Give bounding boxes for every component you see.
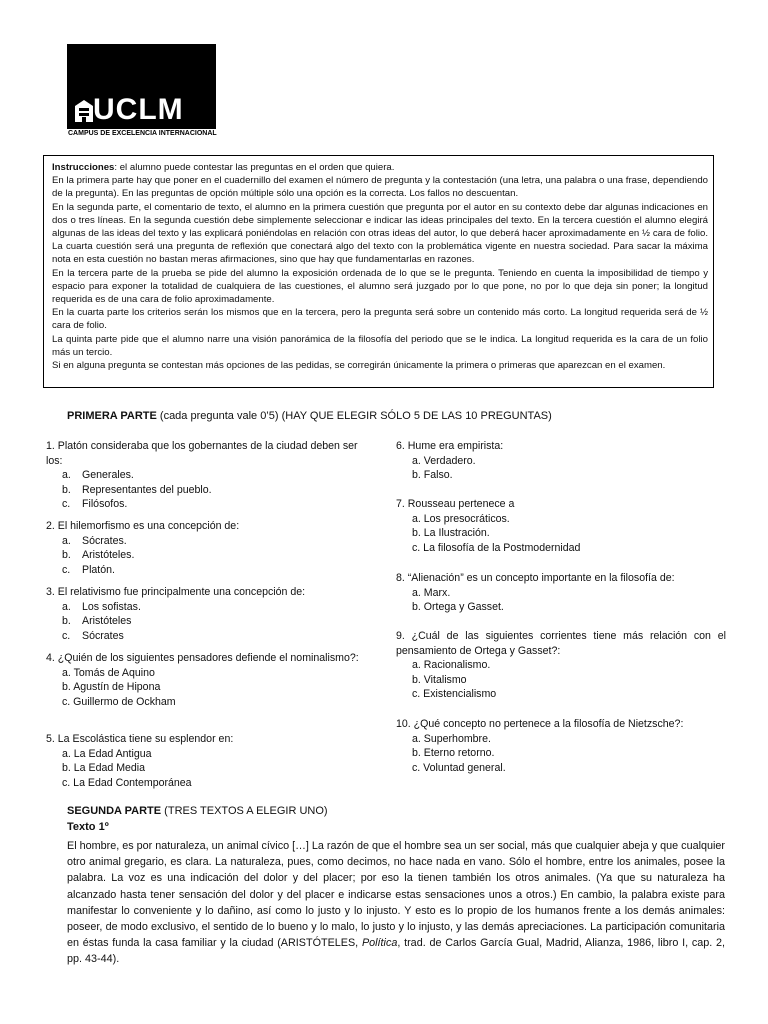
uclm-emblem-icon xyxy=(75,100,93,122)
question-option: b. Aristóteles xyxy=(62,615,132,627)
text1-body xyxy=(67,838,725,968)
question-5 xyxy=(46,732,376,790)
instructions-lead-text: : el alumno puede contestar las preguntas en el orden que quiera. xyxy=(114,162,395,173)
question-option: a. Racionalismo. xyxy=(412,659,491,671)
question-option: a. Generales. xyxy=(62,469,134,481)
question-option: b. La Edad Media xyxy=(62,762,146,774)
part1-title: PRIMERA PARTE xyxy=(67,410,157,422)
question-stem: 4. ¿Quién de los siguientes pensadores defiende el nominalismo?: xyxy=(46,652,359,664)
question-stem: 3. El relativismo fue principalmente una concepción de: xyxy=(46,586,306,598)
question-10 xyxy=(396,717,726,775)
question-option: b. Representantes del pueblo. xyxy=(62,483,212,496)
question-4 xyxy=(46,651,376,709)
question-stem: 10. ¿Qué concepto no pertenece a la filosofía de Nietzsche?: xyxy=(396,718,684,730)
question-option: c. Voluntad general. xyxy=(412,761,506,774)
question-option: a. Marx. xyxy=(412,586,451,599)
question-7 xyxy=(396,497,726,555)
question-option: a. Superhombre. xyxy=(412,732,491,745)
question-option: b. Falso. xyxy=(412,469,453,481)
instructions-paragraph: En la primera parte hay que poner en el cuadernillo del examen el número de pregunta y la contestación (una letra, una palabra o una frase, dependiendo de la pregunta). En las preguntas de opción múltiple sólo una opción es la correcta. Los fallos no descuentan. xyxy=(52,175,708,200)
instructions-paragraph: En la cuarta parte los criterios serán los mismos que en la tercera, pero la pregunta será sobre un contenido más corto. La longitud requerida será de ½ cara de folio. xyxy=(52,307,708,332)
instructions-paragraph: En la segunda parte, el comentario de texto, el alumno en la primera cuestión que pregunta por el autor en su contexto debe dar algunas indicaciones en dos o tres líneas. En la segunda cuestión debe simplemente seleccionar e indicar las ideas principales del texto. En la tercera cuestión el alumno elegirá algunas de las ideas del texto y las explicará poniéndolas en relación con otras ideas del autor, lo que deberá hacer aproximadamente en ½ cara de folio. La cuarta cuestión será una pregunta de reflexión que conectará algo del texto con la problemática vigente en nuestra sociedad. Para sacar la máxima nota en esta cuestión no bastan meras afirmaciones, sino que hay que fundamentarlas en razones. xyxy=(52,201,708,266)
question-stem: 6. Hume era empirista: xyxy=(396,440,504,452)
uclm-logo xyxy=(67,44,216,138)
question-option: c. Filósofos. xyxy=(62,498,128,510)
instructions-box xyxy=(43,155,714,388)
question-option: b. Aristóteles. xyxy=(62,549,135,561)
part2-title: SEGUNDA PARTE xyxy=(67,805,162,817)
question-stem: 1. Platón consideraba que los gobernantes de la ciudad deben ser los: xyxy=(46,440,358,467)
question-option: b. Ortega y Gasset. xyxy=(412,601,504,613)
question-8 xyxy=(396,571,726,615)
logo-brand: UCLM xyxy=(93,93,184,126)
question-option: c. Sócrates xyxy=(62,629,124,642)
question-stem: 9. ¿Cuál de las siguientes corrientes tiene más relación con el pensamiento de Ortega y Gasset?: xyxy=(396,630,726,657)
text1-main: El hombre, es por naturaleza, un animal cívico […] La razón de que el hombre sea un ser social, más que cualquier abeja y que cualquier otro animal gregario, es clara. La naturaleza, pues, como decimos, no hace nada en vano. Sólo el hombre, entre los animales, posee la palabra. La voz es una indicación del dolor y del placer; por eso la tienen también los otros animales. (Ya que su naturaleza ha alcanzado hasta tener sensación del dolor y del placer e indicarse estas sensaciones unos a otros.) En cambio, la palabra existe para manifestar lo conveniente y lo dañino, así como lo justo y lo injusto. Y esto es lo propio de los humanos frente a los demás animales: poseer, de modo exclusivo, el sentido de lo bueno y lo malo, lo justo y lo injusto, y las demás apreciaciones. La participación comunitaria en éstas funda la casa familiar y la ciudad (ARISTÓTELES, xyxy=(67,840,725,950)
question-stem: 2. El hilemorfismo es una concepción de: xyxy=(46,520,240,532)
question-stem: 8. “Alienación” es un concepto importante en la filosofía de: xyxy=(396,572,675,584)
question-option: b. Eterno retorno. xyxy=(412,747,495,759)
part1-heading xyxy=(67,409,552,423)
instructions-paragraph: Si en alguna pregunta se contestan más opciones de las pedidas, se corregirán únicamente la primera o primeras que aparezcan en el examen. xyxy=(52,360,666,372)
question-option: b. Agustín de Hipona xyxy=(62,681,161,693)
part2-subtitle: (TRES TEXTOS A ELEGIR UNO) xyxy=(161,805,328,817)
instructions-lead xyxy=(52,161,708,174)
question-9 xyxy=(396,629,726,702)
question-option: c. Existencialismo xyxy=(412,688,497,700)
question-2 xyxy=(46,519,376,577)
question-option: b. Vitalismo xyxy=(412,673,467,686)
logo-campus-label: CAMPUS DE EXCELENCIA INTERNACIONAL xyxy=(68,130,217,137)
question-option: c. La Edad Contemporánea xyxy=(62,776,192,789)
question-option: c. Platón. xyxy=(62,563,115,576)
question-option: a. Verdadero. xyxy=(412,454,476,467)
question-6 xyxy=(396,439,726,483)
text1-label-wrap xyxy=(67,820,109,834)
question-stem: 7. Rousseau pertenece a xyxy=(396,498,515,510)
question-stem: 5. La Escolástica tiene su esplendor en: xyxy=(46,733,234,745)
text1-work-title: Política xyxy=(361,937,398,950)
part1-subtitle: (cada pregunta vale 0’5) (HAY QUE ELEGIR SÓLO 5 DE LAS 10 PREGUNTAS) xyxy=(156,410,552,422)
text1-paragraph xyxy=(67,838,725,968)
question-option: a. Los presocráticos. xyxy=(412,512,510,525)
question-option: c. Guillermo de Ockham xyxy=(62,695,176,708)
text1-citation: , trad. de Carlos García Gual, Madrid, Alianza, 1986, libro I, cap. 2, pp. 43-44). xyxy=(67,937,725,966)
instructions-paragraph: En la tercera parte de la prueba se pide del alumno la exposición ordenada de lo que se le pregunta. Teniendo en cuenta la imposibilidad de tiempo y espacio para exponer la totalidad de cualquiera de las cuestiones, el alumno será juzgado por lo que pone, no por lo que deja sin poner; la longitud requerida es de una cara de folio aproximadamente. xyxy=(52,267,708,306)
question-option: a. La Edad Antigua xyxy=(62,747,152,760)
question-option: b. La Ilustración. xyxy=(412,527,490,539)
instructions-paragraph: La quinta parte pide que el alumno narre una visión panorámica de la filosofía del periodo que se le indica. La longitud requerida es la cara de un folio más un tercio. xyxy=(52,333,708,358)
question-option: a. Tomás de Aquino xyxy=(62,666,155,679)
question-option: a. Los sofistas. xyxy=(62,600,141,613)
question-1 xyxy=(46,439,376,512)
instructions-label: Instrucciones xyxy=(52,162,115,173)
question-3 xyxy=(46,585,376,643)
text1-label: Texto 1º xyxy=(67,821,109,833)
part2-heading xyxy=(67,804,328,818)
question-option: a. Sócrates. xyxy=(62,534,127,547)
question-option: c. La filosofía de la Postmodernidad xyxy=(412,541,581,554)
